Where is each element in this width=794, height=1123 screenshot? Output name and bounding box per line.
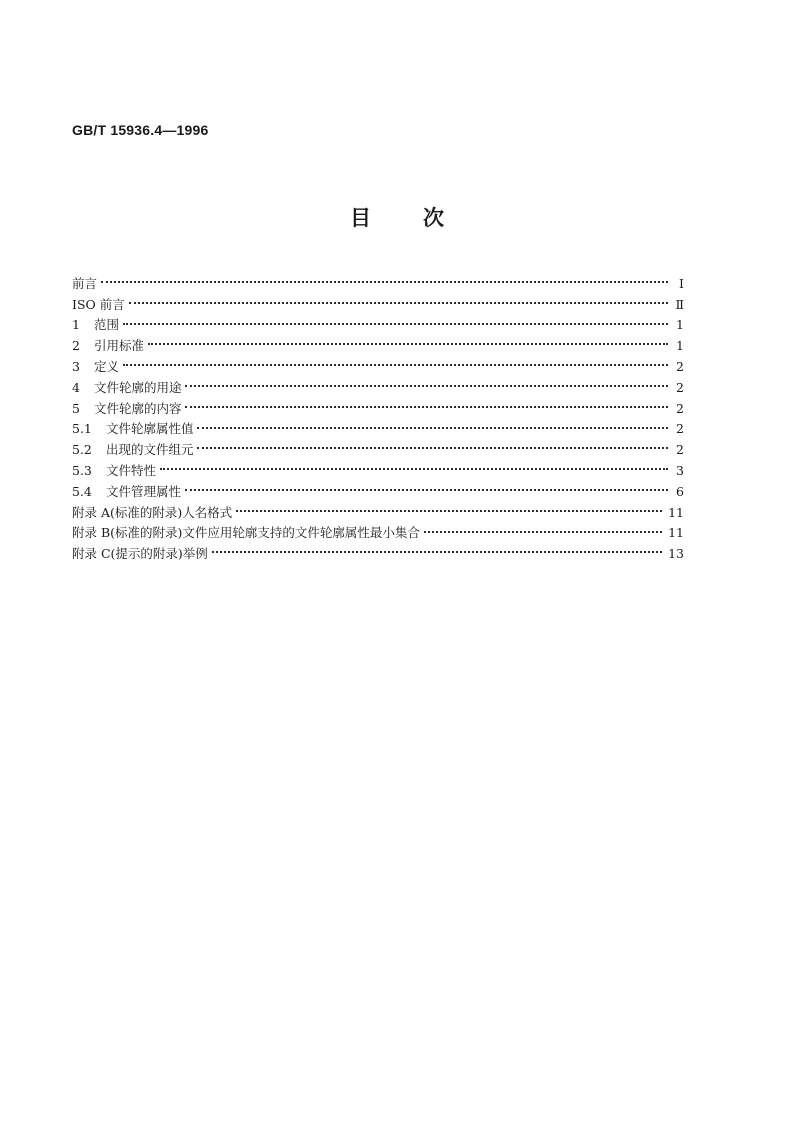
toc-leader-dots [185,475,668,496]
toc-entry-number: 5.1 [72,421,92,437]
toc-entry-title: 引用标准 [93,338,144,354]
toc-entry[interactable] [72,288,684,312]
standard-code: GB/T 15936.4—1996 [72,122,209,138]
toc-title-char-2: 次 [423,206,444,230]
toc-entry-page: 2 [676,400,684,416]
toc-leader-dots [212,537,662,558]
toc-entry-label [72,461,160,482]
toc-entry-label [72,274,101,295]
toc-entry-number: 5.4 [72,483,92,499]
toc-entry-number: 2 [72,338,80,354]
toc-entry-page: 11 [668,525,684,541]
toc-entry-title: 文件管理属性 [105,483,181,499]
toc-entry-label [72,482,185,503]
toc-leader-dots [148,329,668,350]
toc-entry-number: 3 [72,358,80,374]
toc-entry-page: 2 [676,358,684,374]
toc-entry-title: 文件特性 [105,462,156,478]
toc-entry-title: 文件轮廓属性值 [105,421,194,437]
toc-entry-title: ISO 前言 [72,296,125,312]
toc-entry-page: Ⅰ [679,275,684,291]
toc-entry-title: 范围 [93,317,119,333]
toc-entry-page: 6 [676,483,684,499]
toc-entry-title: 附录 C(提示的附录)举例 [72,546,208,562]
toc-entry-label [72,315,123,336]
table-of-contents [72,267,684,562]
toc-entry-page: 2 [676,442,684,458]
toc-title [0,202,794,232]
toc-entry-title: 前言 [72,275,98,291]
toc-entry[interactable] [72,371,684,395]
toc-leader-dots [123,350,668,371]
toc-entry-page: 2 [676,421,684,437]
toc-entry[interactable] [72,329,684,354]
toc-entry[interactable] [72,475,684,499]
toc-entry-title: 附录 A(标准的附录)人名格式 [72,504,233,520]
toc-leader-dots [185,392,668,413]
toc-entry-number: 5.2 [72,442,92,458]
toc-entry-page: 3 [676,462,684,478]
toc-entry-page: Ⅱ [675,296,684,312]
toc-entry[interactable] [72,309,684,333]
toc-entry-label [72,503,236,524]
toc-leader-dots [236,496,662,517]
toc-entry-label [72,544,212,565]
toc-entry-page: 11 [668,504,684,520]
toc-title-char-1: 目 [350,206,371,230]
toc-entry-number: 5 [72,400,80,416]
toc-leader-dots [123,309,668,330]
toc-leader-dots [197,413,668,434]
toc-entry-title: 文件轮廓的用途 [93,379,182,395]
toc-entry-title: 出现的文件组元 [105,442,194,458]
toc-entry-label [72,419,197,440]
toc-leader-dots [197,433,668,454]
toc-entry-page: 1 [676,317,684,333]
toc-entry[interactable] [72,350,684,374]
toc-entry[interactable] [72,267,684,291]
toc-entry-label [72,357,123,378]
toc-leader-dots [101,267,668,288]
toc-leader-dots [185,371,668,392]
toc-entry-title: 文件轮廓的内容 [93,400,182,416]
toc-leader-dots [424,517,662,538]
toc-entry-title: 附录 B(标准的附录)文件应用轮廓支持的文件轮廓属性最小集合 [72,525,420,541]
toc-entry-label [72,378,185,399]
toc-leader-dots [129,288,668,309]
toc-entry-number: 1 [72,317,80,333]
toc-entry-page: 2 [676,379,684,395]
toc-entry-title: 定义 [93,358,119,374]
toc-entry-label [72,295,129,316]
toc-entry-number: 5.3 [72,462,92,478]
toc-entry-number: 4 [72,379,80,395]
toc-entry-page: 13 [668,546,684,562]
toc-entry[interactable] [72,454,684,478]
toc-leader-dots [160,454,668,475]
toc-entry-page: 1 [676,338,684,354]
toc-entry-label [72,399,185,420]
